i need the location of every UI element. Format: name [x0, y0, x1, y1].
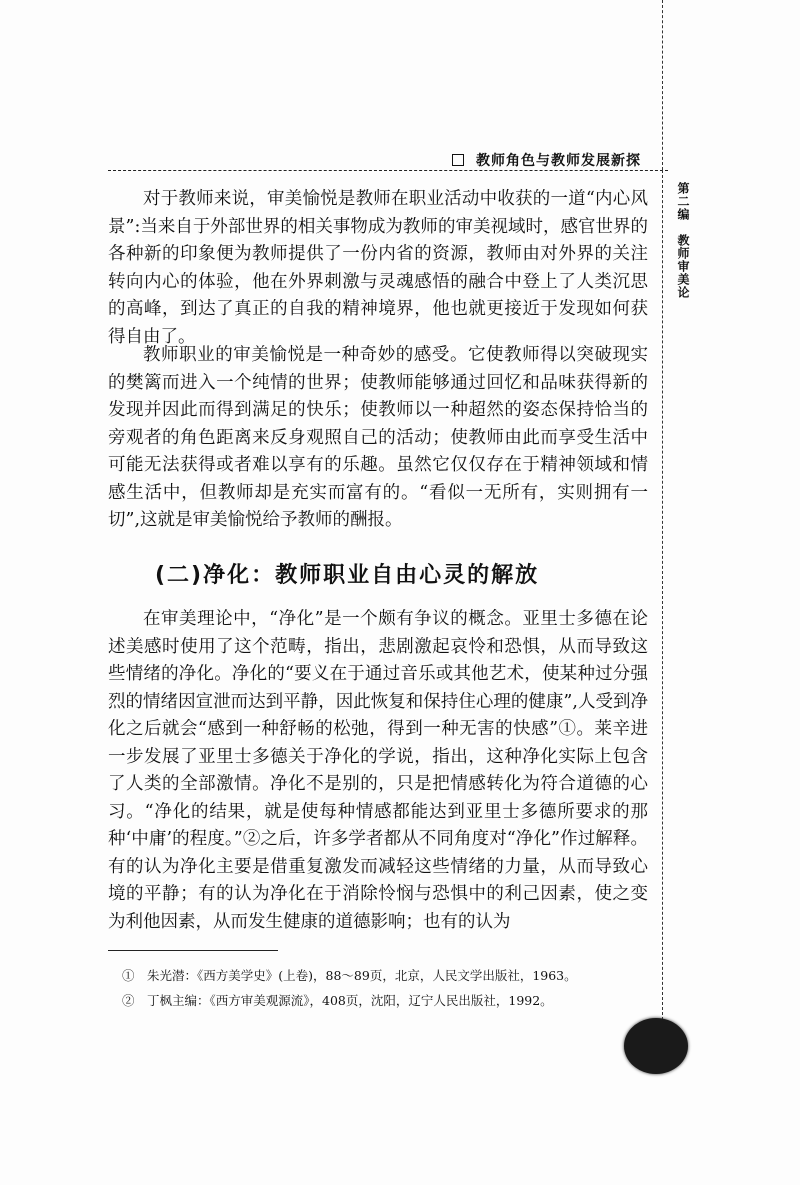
- paragraph-3-block: [108, 606, 648, 936]
- section-heading: (二)净化：教师职业自由心灵的解放: [155, 563, 540, 588]
- page-number-blot: [624, 1018, 688, 1074]
- header-square-icon: [452, 154, 464, 166]
- margin-dashed-rule-top: [662, 0, 663, 170]
- margin-dashed-rule: [662, 170, 663, 1020]
- paragraph: 教师职业的审美愉悦是一种奇妙的感受。它使教师得以突破现实的樊篱而进入一个纯情的世界；使教师能够通过回忆和品味获得新的发现并因此而得到满足的快乐；使教师以一种超然的姿态保持恰当的旁观者的角色距离来反身观照自己的活动；使教师由此而享受生活中可能无法获得或者难以享有的乐趣。虽然它仅仅存在于精神领域和情感生活中，但教师却是充实而富有的。“看似一无所有，实则拥有一切”,这就是审美愉悦给予教师的酬报。: [108, 345, 648, 530]
- footnote-1: ① 朱光潜：《西方美学史》(上卷)，88～89页，北京，人民文学出版社，1963。: [122, 968, 577, 983]
- paragraph: 对于教师来说，审美愉悦是教师在职业活动中收获的一道“内心风景”:当来自于外部世界的相关事物成为教师的审美视域时，感官世界的各种新的印象便为教师提供了一份内省的资源，教师由对外界的关注转向内心的体验，他在外界刺激与灵魂感悟的融合中登上了人类沉思的高峰，到达了真正的自我的精神境界，他也就更接近于发现如何获得自由了。: [108, 189, 648, 347]
- paragraph-1-block: [108, 186, 648, 351]
- paragraph: 在审美理论中，“净化”是一个颇有争议的概念。亚里士多德在论述美感时使用了这个范畴，指出，悲剧激起哀怜和恐惧，从而导致这些情绪的净化。净化的“要义在于通过音乐或其他艺术，使某种过分强烈的情绪因宣泄而达到平静，因此恢复和保持住心理的健康”,人受到净化之后就会“感到一种舒畅的松弛，得到一种无害的快感”①。莱辛进一步发展了亚里士多德关于净化的学说，指出，这种净化实际上包含了人类的全部激情。净化不是别的，只是把情感转化为符合道德的心习。“净化的结果，就是使每种情感都能达到亚里士多德所要求的那种‘中庸’的程度。”②之后，许多学者都从不同角度对“净化”作过解释。有的认为净化主要是借重复激发而减轻这些情绪的力量，从而导致心境的平静；有的认为净化在于消除怜悯与恐惧中的利己因素，使之变为利他因素，从而发生健康的道德影响；也有的认为: [108, 609, 648, 932]
- header-dashed-rule: [108, 170, 668, 171]
- header-title: 教师角色与教师发展新探: [476, 153, 641, 169]
- running-header: [452, 150, 662, 170]
- footnote-rule: [108, 950, 278, 951]
- side-section-label: 第二编 教师审美论: [676, 182, 690, 299]
- paragraph-2-block: [108, 342, 648, 535]
- footnote-2: ② 丁枫主编：《西方审美观源流》，408页，沈阳，辽宁人民出版社，1992。: [122, 993, 553, 1008]
- footnotes: [122, 963, 642, 1013]
